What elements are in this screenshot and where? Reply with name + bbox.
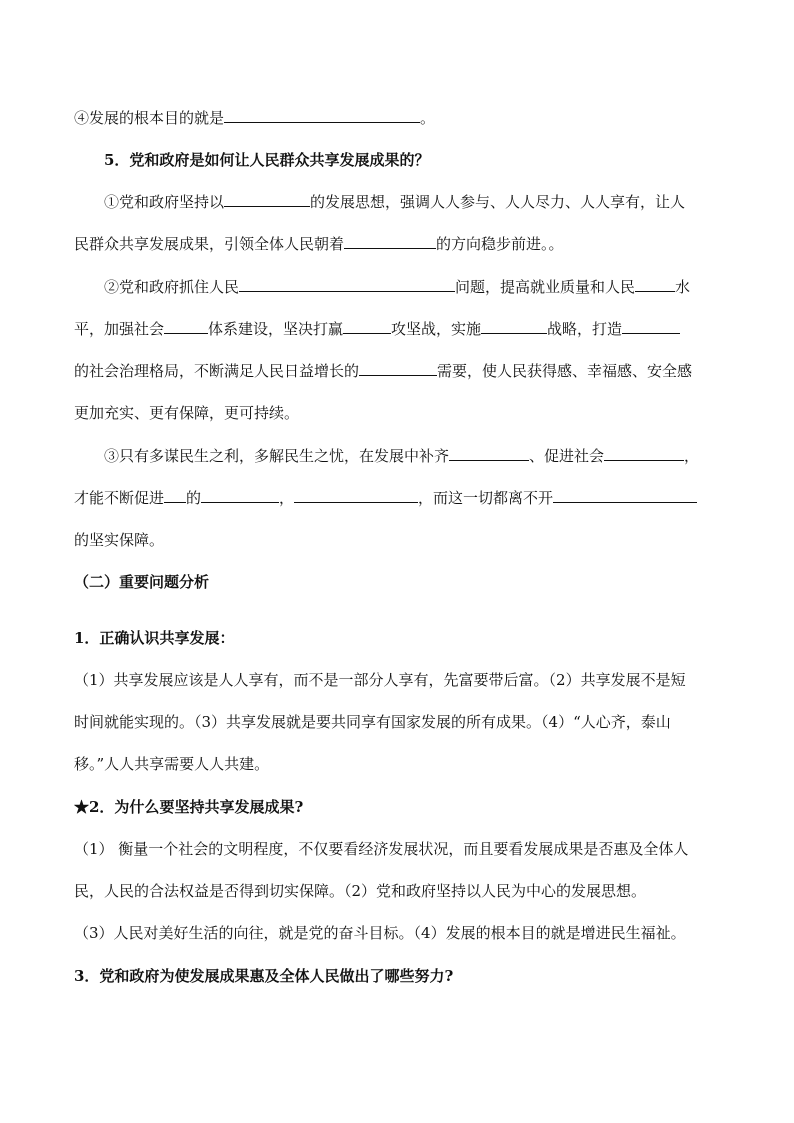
fill-line-development-goal: ④发展的根本目的就是 。	[74, 109, 436, 127]
blank[interactable]	[164, 488, 186, 503]
section-2-title: （二）重要问题分析	[74, 573, 210, 591]
blank[interactable]	[622, 319, 680, 334]
fill-line-p1-2: 民群众共享发展成果，引领全体人民朝着 的方向稳步前进。。	[74, 235, 564, 253]
text-line-q2-3: （3）人民对美好生活的向往，就是党的奋斗目标。（4）发展的根本目的就是增进民生福祉。	[74, 924, 686, 942]
question-1-title: 1．正确认识共享发展：	[74, 629, 235, 647]
blank[interactable]	[239, 277, 455, 292]
text-line-q1-3: 移。”人人共享需要人人共建。	[74, 755, 270, 773]
text-line-p2-4: 更加充实、更有保障，更可持续。	[74, 404, 300, 422]
question-3-title: 3．党和政府为使发展成果惠及全体人民做出了哪些努力?	[74, 967, 454, 985]
text-line-q1-1: （1）共享发展应该是人人享有，而不是一部分人享有，先富要带后富。（2）共享发展不是短	[74, 671, 686, 689]
blank[interactable]	[604, 446, 684, 461]
question-2-title: ★2．为什么要坚持共享发展成果?	[74, 798, 304, 816]
fill-line-p2-1: ②党和政府抓住人民 问题，提高就业质量和人民 水	[104, 278, 691, 296]
fill-line-p2-3: 的社会治理格局，不断满足人民日益增长的 需要，使人民获得感、幸福感、安全感	[74, 362, 693, 380]
fill-line-p3-2: 才能不断促进 的 ， ，而这一切都离不开	[74, 488, 697, 508]
blank[interactable]	[553, 488, 697, 503]
blank[interactable]	[164, 319, 208, 334]
text-line-p3-3: 的坚实保障。	[74, 531, 165, 549]
fill-line-p1-1: ①党和政府坚持以 的发展思想，强调人人参与、人人尽力、人人享有，让人	[104, 193, 686, 211]
blank[interactable]	[294, 488, 418, 503]
question-5-title: 5．党和政府是如何让人民群众共享发展成果的？	[104, 151, 430, 169]
blank[interactable]	[224, 192, 310, 207]
blank[interactable]	[344, 234, 436, 249]
blank[interactable]	[359, 361, 437, 376]
text-line-q1-2: 时间就能实现的。（3）共享发展就是要共同享有国家发展的所有成果。（4）“人心齐，泰山	[74, 713, 671, 731]
text-line-q2-1: （1） 衡量一个社会的文明程度，不仅要看经济发展状况，而且要看发展成果是否惠及全体人	[74, 840, 689, 858]
blank[interactable]	[343, 319, 391, 334]
text-line-q2-2: 民，人民的合法权益是否得到切实保障。（2）党和政府坚持以人民为中心的发展思想。	[74, 882, 647, 900]
blank[interactable]	[224, 108, 420, 123]
fill-line-p2-2: 平，加强社会 体系建设，坚决打赢 攻坚战，实施 战略，打造	[74, 319, 680, 339]
fill-line-p3-1: ③只有多谋民生之利，多解民生之忧，在发展中补齐 、促进社会 ，	[104, 447, 700, 465]
blank[interactable]	[449, 446, 529, 461]
blank[interactable]	[201, 488, 279, 503]
blank[interactable]	[481, 319, 547, 334]
blank[interactable]	[635, 277, 675, 292]
